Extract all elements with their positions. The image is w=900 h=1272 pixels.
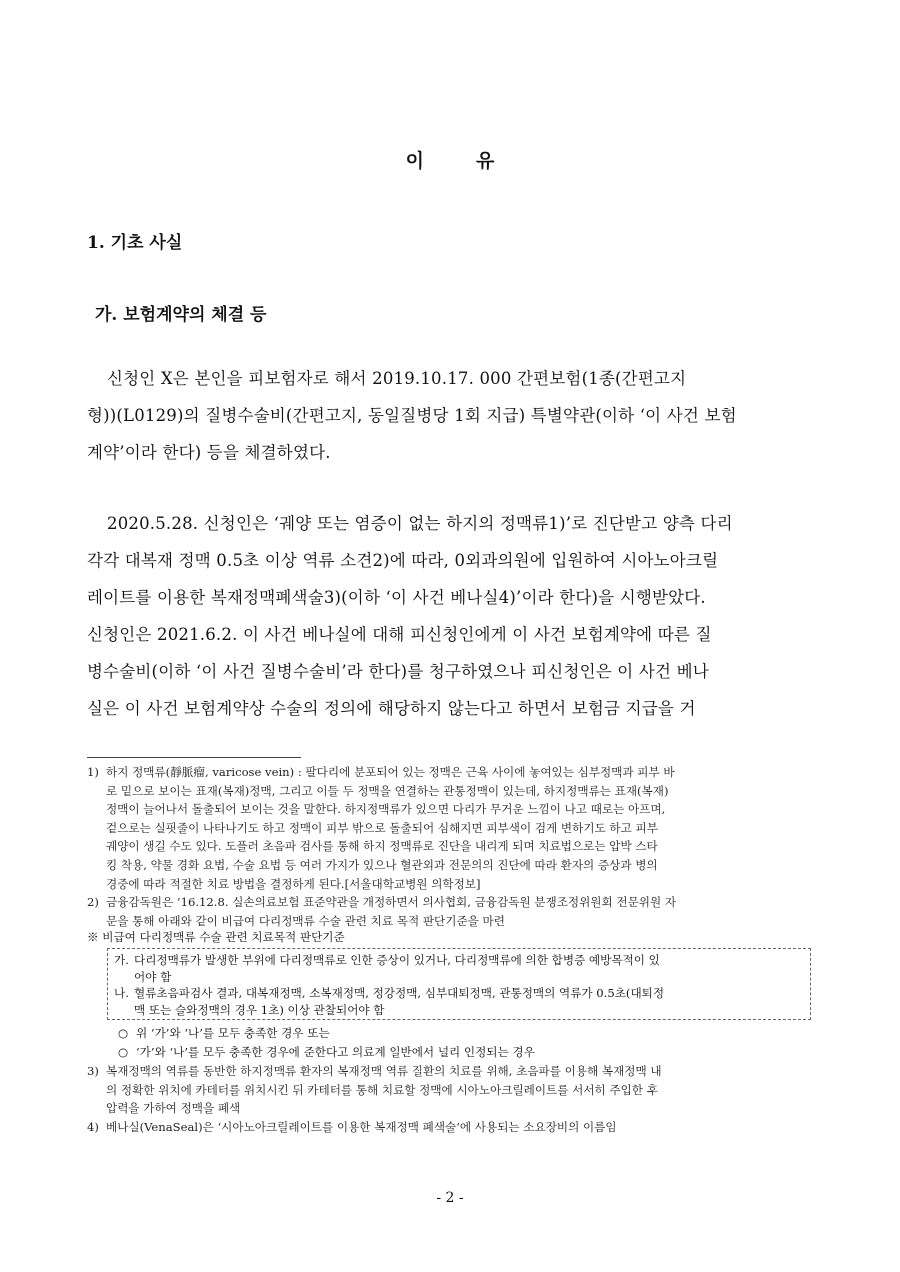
bullet-text: ‘가’와 ‘나’를 모두 충족한 경우에 준한다고 의료계 일반에서 널리 인정되는 경우	[136, 1044, 535, 1059]
criteria-item	[114, 985, 804, 1018]
footnote-line: 문을 통해 아래와 같이 비급여 다리정맥류 수술 관련 치료 목적 판단기준을 마련	[106, 913, 505, 928]
paragraph-line: 각각 대복재 정맥 0.5초 이상 역류 소견2)에 따라, 0외과의원에 입원하여 시아노아크릴	[87, 551, 719, 570]
page-title	[0, 146, 900, 173]
footnote-number: 2)	[87, 895, 99, 909]
paragraph-line: 신청인은 2021.6.2. 이 사건 베나실에 대해 피신청인에게 이 사건 보험계약에 따른 질	[87, 625, 712, 644]
criteria-bullets	[118, 1024, 535, 1061]
criteria-line: 맥 또는 슬와정맥의 경우 1초) 이상 관찰되어야 함	[134, 1002, 385, 1017]
paragraph-line: 레이트를 이용한 복재정맥폐색술3)(이하 ‘이 사건 베나실4)’이라 한다)을 시행받았다.	[87, 588, 706, 607]
criteria-line: 다리정맥류가 발생한 부위에 다리정맥류로 인한 증상이 있거나, 다리정맥류에 의한 합병증 예방목적이 있	[134, 953, 660, 967]
paragraph-claim	[87, 505, 812, 727]
paragraph-line: 신청인 X은 본인을 피보험자로 해서 2019.10.17. 000 간편보험(1종(간편고지	[107, 369, 687, 388]
paragraph-line: 병수술비(이하 ‘이 사건 질병수술비’라 한다)를 청구하였으나 피신청인은 이 사건 베나	[87, 662, 709, 681]
footnote-line: 베나실(VenaSeal)은 ‘시아노아크릴레이트를 이용한 복재정맥 폐색술’에 사용되는 소요장비의 이름임	[106, 1120, 617, 1134]
footnote-line: 하지 정맥류(靜脈瘤, varicose vein) : 팔다리에 분포되어 있는 정맥은 근육 사이에 놓여있는 심부정맥과 피부 바	[106, 765, 675, 779]
paragraph-line: 실은 이 사건 보험계약상 수술의 정의에 해당하지 않는다고 하면서 보험금 지급을 거	[87, 699, 696, 718]
paragraph-line: 계약’이라 한다) 등을 체결하였다.	[87, 443, 331, 462]
footnote-number: 3)	[87, 1064, 99, 1078]
paragraph-line: 2020.5.28. 신청인은 ‘궤양 또는 염증이 없는 하지의 정맥류1)’로 진단받고 양측 다리	[107, 514, 733, 533]
subsection-heading: 가. 보험계약의 체결 등	[95, 305, 267, 325]
footnote-3	[87, 1062, 815, 1118]
criteria-line: 어야 함	[134, 969, 172, 984]
title-left: 이	[405, 150, 424, 172]
footnote-number: 1)	[87, 765, 99, 779]
bullet-item	[118, 1043, 535, 1062]
footnote-line: 겉으로는 실핏줄이 나타나기도 하고 정맥이 피부 밖으로 돌출되어 심해지면 피부색이 검게 변하기도 하고 피부	[106, 820, 658, 835]
footnote-number: 4)	[87, 1120, 99, 1134]
paragraph-line: 형))(L0129)의 질병수술비(간편고지, 동일질병당 1회 지급) 특별약관(이하 ‘이 사건 보험	[87, 406, 737, 425]
footnote-line: 로 밑으로 보이는 표재(복재)정맥, 그리고 이들 두 정맥을 연결하는 관통정맥이 있는데, 하지정맥류는 표재(복재)	[106, 783, 669, 798]
footnote-line: 복재정맥의 역류를 동반한 하지정맥류 환자의 복재정맥 역류 질환의 치료를 위해, 초음파를 이용해 복재정맥 내	[106, 1064, 662, 1078]
footnote-line: 금융감독원은 ’16.12.8. 실손의료보험 표준약관을 개정하면서 의사협회, 금융감독원 분쟁조정위원회 전문위원 자	[106, 895, 677, 909]
circle-bullet-icon: ○	[118, 1026, 129, 1040]
bullet-item	[118, 1024, 535, 1043]
criteria-title: ※ 비급여 다리정맥류 수술 관련 치료목적 판단기준	[87, 930, 345, 944]
footnote-line: 경중에 따라 적절한 치료 방법을 결정하게 된다.[서울대학교병원 의학정보]	[106, 876, 481, 891]
footnote-line: 압력을 가하여 정맥을 폐색	[106, 1101, 241, 1116]
circle-bullet-icon: ○	[118, 1044, 129, 1059]
criteria-label: 나.	[114, 986, 129, 1000]
footnote-line: 의 정확한 위치에 카테터를 위치시킨 뒤 카테터를 통해 치료할 정맥에 시아노아크릴레이트를 서서히 주입한 후	[106, 1082, 658, 1097]
criteria-item	[114, 952, 804, 985]
title-right: 유	[476, 150, 495, 172]
criteria-box	[107, 948, 811, 1020]
criteria-label: 가.	[114, 953, 129, 967]
paragraph-contract	[87, 360, 812, 471]
page-number: - 2 -	[436, 1190, 464, 1206]
criteria-line: 혈류초음파검사 결과, 대복재정맥, 소복재정맥, 정강정맥, 심부대퇴정맥, 관통정맥의 역류가 0.5초(대퇴정	[134, 986, 665, 1000]
footnote-line: 킹 착용, 약물 경화 요법, 수술 요법 등 여러 가지가 있으나 혈관외과 전문의의 진단에 따라 환자의 증상과 병의	[106, 857, 658, 872]
footnote-2	[87, 893, 815, 930]
section-heading: 1. 기초 사실	[87, 233, 183, 253]
footnote-4	[87, 1118, 815, 1137]
bullet-text: 위 ‘가’와 ‘나’를 모두 충족한 경우 또는	[136, 1026, 330, 1040]
footnote-line: 궤양이 생길 수도 있다. 도플러 초음파 검사를 통해 하지 정맥류로 진단을 내리게 되며 치료법으로는 압박 스타	[106, 839, 658, 854]
footnote-divider	[87, 757, 301, 758]
footnote-1	[87, 763, 815, 893]
footnote-line: 정맥이 늘어나서 돌출되어 보이는 것을 말한다. 하지정맥류가 있으면 다리가 무거운 느낌이 나고 때로는 아프며,	[106, 802, 666, 817]
